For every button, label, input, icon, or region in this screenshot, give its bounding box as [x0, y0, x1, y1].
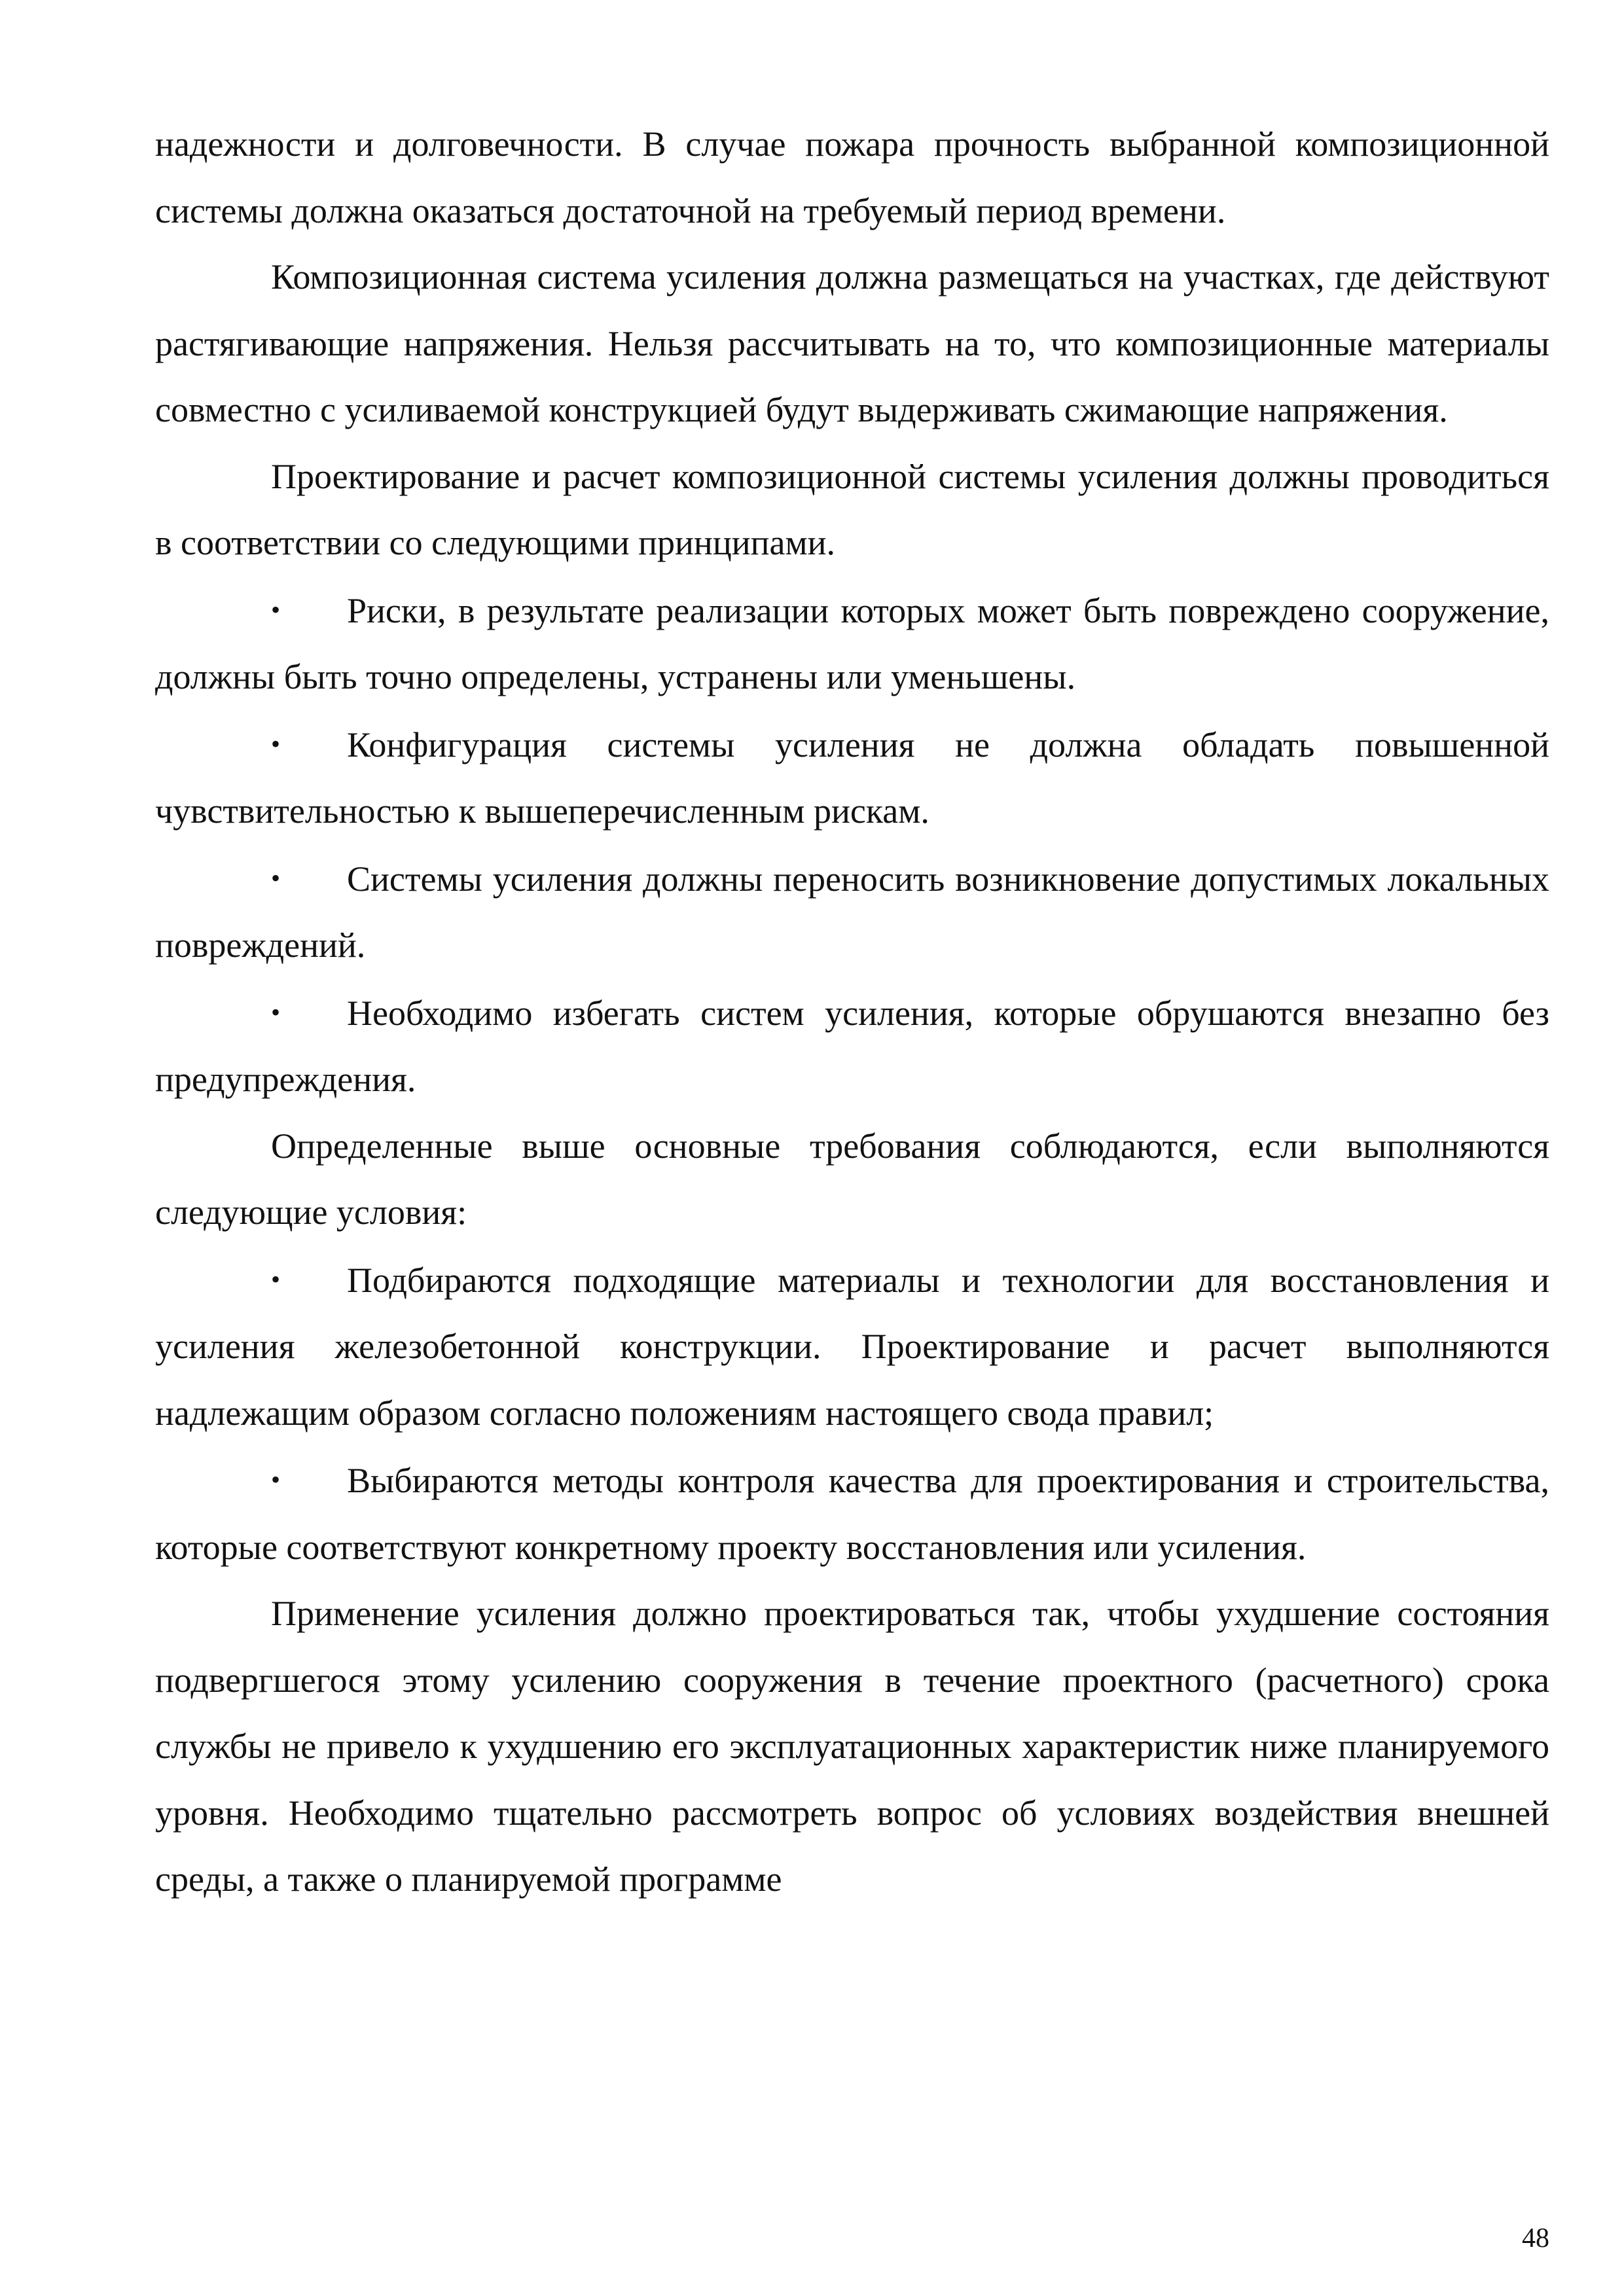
list-item-text: Риски, в результате реализации которых может быть повреждено сооружение, должны быть точно определены, устранены или уменьшены. [155, 590, 1549, 696]
list-item [155, 1446, 1549, 1581]
list-item [155, 979, 1549, 1113]
list-item-text: Выбираются методы контроля качества для проектирования и строительства, которые соответствуют конкретному проекту восстановления или усиления. [155, 1461, 1549, 1567]
list-item [155, 711, 1549, 845]
paragraph-service-life: Применение усиления должно проектироваться так, чтобы ухудшение состояния подвергшегося этому усилению сооружения в течение проектного (расчетного) срока службы не привело к ухудшению его эксплуатационных характеристик ниже планируемого уровня. Необходимо тщательно рассмотреть вопрос об условиях воздействия внешней среды, а также о планируемой программе [155, 1594, 1549, 1899]
list-item [155, 1246, 1549, 1447]
list-item-text: Необходимо избегать систем усиления, которые обрушаются внезапно без предупреждения. [155, 993, 1549, 1099]
page-number: 48 [1522, 2223, 1549, 2253]
bullet-icon: • [271, 1465, 281, 1494]
list-item-text: Конфигурация системы усиления не должна обладать повышенной чувствительностью к вышеперечисленным рискам. [155, 725, 1549, 831]
bullet-icon: • [271, 997, 281, 1027]
list-item-text: Системы усиления должны переносить возникновение допустимых локальных повреждений. [155, 859, 1549, 965]
paragraph-requirements-met: Определенные выше основные требования соблюдаются, если выполняются следующие условия: [155, 1126, 1549, 1232]
paragraph-tensile-zones: Композиционная система усиления должна размещаться на участках, где действуют растягивающие напряжения. Нельзя рассчитывать на то, что композиционные материалы совместно с усиливаемой конструкцией будут выдерживать сжимающие напряжения. [155, 257, 1549, 429]
paragraph-design-principles: Проектирование и расчет композиционной системы усиления должны проводиться в соответствии со следующими принципами. [155, 456, 1549, 562]
paragraph-continuation: надежности и долговечности. В случае пожара прочность выбранной композиционной системы должна оказаться достаточной на требуемый период времени. [155, 124, 1549, 230]
bullet-icon: • [271, 728, 281, 759]
bullet-icon: • [271, 594, 281, 624]
body-text [155, 111, 1549, 1913]
list-item [155, 845, 1549, 979]
list-item-text: Подбираются подходящие материалы и технологии для восстановления и усиления железобетонной конструкции. Проектирование и расчет выполняются надлежащим образом согласно положениям настоящего свода правил; [155, 1260, 1549, 1433]
bullet-icon: • [271, 1264, 281, 1294]
bullet-icon: • [271, 863, 281, 893]
list-item [155, 577, 1549, 711]
